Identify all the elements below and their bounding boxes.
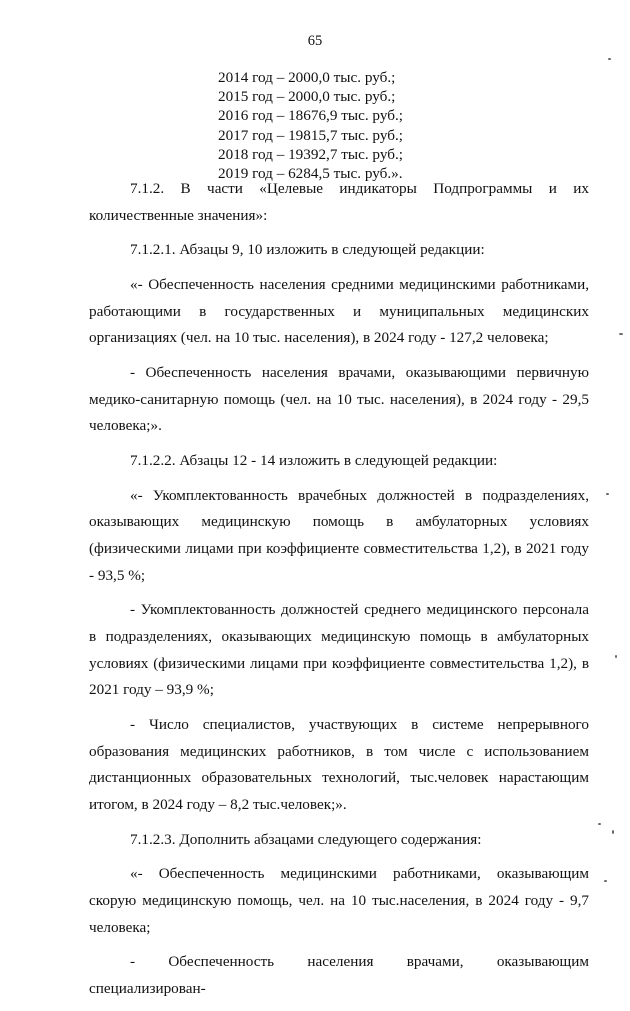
funding-year-line: 2014 год – 2000,0 тыс. руб.; [218, 69, 396, 86]
scan-speck [612, 830, 614, 834]
funding-year-line: 2016 год – 18676,9 тыс. руб.; [218, 107, 403, 125]
paragraph: «- Обеспеченность населения средними медицинскими работниками, работающими в государственных и муниципальных медицинских организациях (чел. на 10 тыс. населения), в 2024 году - 127,2 человека; [89, 276, 589, 347]
scan-speck [615, 655, 617, 658]
subsection-heading-7-1-2-1: 7.1.2.1. Абзацы 9, 10 изложить в следующей редакции: [130, 241, 485, 259]
paragraph: «- Обеспеченность медицинскими работниками, оказывающим скорую медицинскую помощь, чел. на 10 тыс.населения, в 2024 году - 9,7 человека; [89, 865, 589, 936]
paragraph: - Число специалистов, участвующих в системе непрерывного образования медицинских работников, в том числе с использованием дистанционных образовательных технологий, тыс.человек нарастающим итогом, в 2024 году – 8,2 тыс.человек;». [89, 716, 589, 813]
funding-year-line: 2015 год – 2000,0 тыс. руб.; [218, 88, 396, 106]
scan-speck [604, 880, 607, 882]
paragraph: - Обеспеченность населения врачами, оказывающими первичную медико-санитарную помощь (чел. на 10 тыс. населения), в 2024 году - 29,5 человека;». [89, 364, 589, 435]
scan-speck [598, 823, 601, 825]
funding-year-line: 2019 год – 6284,5 тыс. руб.». [218, 165, 403, 183]
subsection-heading-7-1-2-2: 7.1.2.2. Абзацы 12 - 14 изложить в следующей редакции: [130, 452, 498, 470]
subsection-heading-7-1-2-3: 7.1.2.3. Дополнить абзацами следующего содержания: [130, 830, 482, 848]
funding-year-line: 2017 год – 19815,7 тыс. руб.; [218, 126, 403, 144]
funding-by-year-list [218, 68, 403, 183]
section-heading-7-1-2: 7.1.2. В части «Целевые индикаторы Подпрограммы и их количественные значения»: [89, 180, 589, 224]
paragraph: «- Укомплектованность врачебных должностей в подразделениях, оказывающих медицинскую помощь в амбулаторных условиях (физическими лицами при коэффициенте совместительства 1,2), в 2021 году - 93,5 %; [89, 486, 589, 584]
document-body [89, 176, 589, 1011]
scan-speck [608, 58, 611, 60]
paragraph: - Укомплектованность должностей среднего медицинского персонала в подразделениях, оказывающих медицинскую помощь в амбулаторных условиях (физическими лицами при коэффициенте совместительства 1,2), в 2021 году – 93,9 %; [89, 601, 589, 699]
paragraph: - Обеспеченность населения врачами, оказывающим специализирован- [89, 953, 589, 997]
scan-speck [619, 333, 623, 335]
funding-year-line: 2018 год – 19392,7 тыс. руб.; [218, 145, 403, 163]
scan-speck [606, 493, 609, 495]
page-number: 65 [307, 33, 323, 49]
